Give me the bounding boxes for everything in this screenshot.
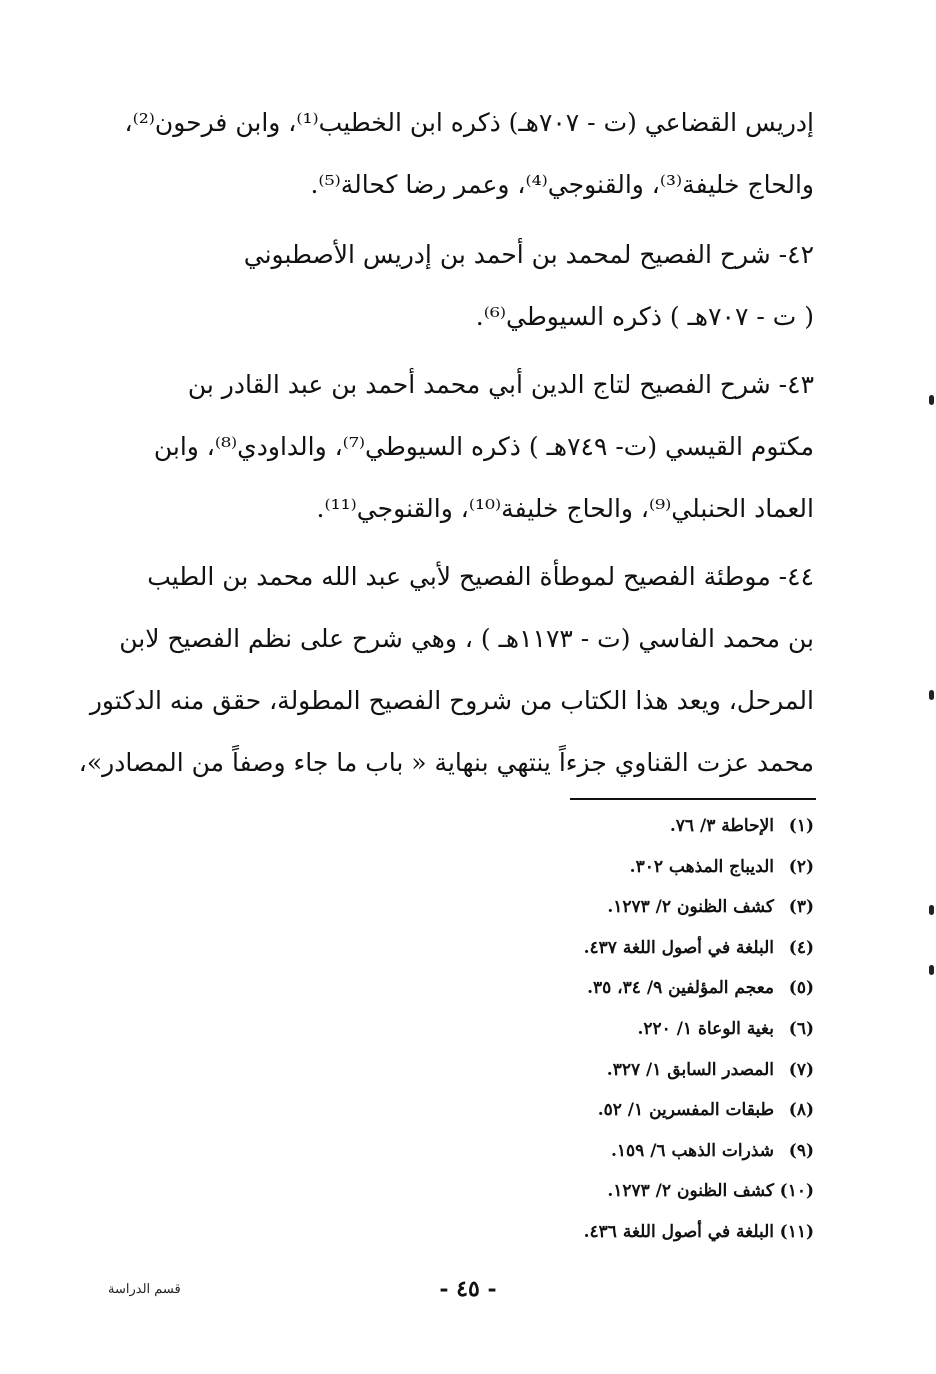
scan-edge-mark bbox=[929, 395, 934, 405]
section-label: قسم الدراسة bbox=[108, 1282, 181, 1297]
scan-edge-mark bbox=[929, 965, 934, 975]
footnote-text: معجم المؤلفين ٩/ ٣٤، ٣٥. bbox=[587, 978, 774, 999]
footnote-text: البلغة في أصول اللغة ٤٣٧. bbox=[583, 937, 774, 958]
footnote-separator bbox=[570, 798, 816, 800]
page-number: - ٤٥ - bbox=[439, 1276, 497, 1302]
footnote-number: (٥) bbox=[788, 978, 814, 999]
footnote-text: الإحاطة ٣/ ٧٦. bbox=[669, 816, 774, 836]
footnote-item bbox=[394, 1050, 814, 1091]
footnote-text: شذرات الذهب ٦/ ١٥٩. bbox=[610, 1140, 774, 1161]
footnote-item bbox=[394, 887, 814, 928]
paragraph-2 bbox=[92, 224, 814, 348]
paragraph-line: ( ت - ٧٠٧هـ ) ذكره السيوطي⁽⁶⁾. bbox=[475, 302, 814, 331]
paragraph-line: بن محمد الفاسي (ت - ١١٧٣هـ ) ، وهي شرح على نظم الفصيح لابن bbox=[119, 624, 814, 653]
footnote-item bbox=[394, 1090, 814, 1131]
footnote-number: (٩) bbox=[788, 1140, 814, 1161]
footnote-text: كشف الظنون ٢/ ١٢٧٣. bbox=[607, 897, 774, 918]
footnotes-list bbox=[394, 806, 814, 1253]
paragraph-line: العماد الحنبلي⁽⁹⁾، والحاج خليفة⁽¹⁰⁾، والقنوجي⁽¹¹⁾. bbox=[316, 494, 814, 523]
footnote-number: (٧) bbox=[788, 1059, 814, 1080]
footnote-number: (٣) bbox=[788, 897, 814, 918]
footnote-text: بغية الوعاة ١/ ٢٢٠. bbox=[637, 1018, 774, 1039]
footnote-number: (١) bbox=[788, 816, 814, 836]
paragraph-4 bbox=[78, 546, 814, 794]
footnote-item bbox=[394, 1009, 814, 1050]
scan-edge-mark bbox=[929, 690, 934, 700]
footnote-number: (١٠) bbox=[779, 1181, 814, 1202]
footnote-number: (٤) bbox=[788, 937, 814, 958]
footnote-text: الديباج المذهب ٣٠٢. bbox=[629, 856, 774, 877]
paragraph-1 bbox=[92, 92, 814, 216]
footnote-item bbox=[394, 806, 814, 847]
paragraph-line: ٤٢- شرح الفصيح لمحمد بن أحمد بن إدريس الأصطبوني bbox=[243, 240, 814, 269]
footnote-item bbox=[394, 847, 814, 888]
paragraph-line: ٤٣- شرح الفصيح لتاج الدين أبي محمد أحمد بن عبد القادر بن bbox=[187, 370, 814, 399]
paragraph-line: المرحل، ويعد هذا الكتاب من شروح الفصيح المطولة، حقق منه الدكتور bbox=[89, 686, 814, 715]
footnote-text: البلغة في أصول اللغة ٤٣٦. bbox=[583, 1221, 774, 1242]
paragraph-line: إدريس القضاعي (ت - ٧٠٧هـ) ذكره ابن الخطيب⁽¹⁾، وابن فرحون⁽²⁾، bbox=[124, 108, 814, 137]
footnote-item bbox=[394, 1212, 814, 1253]
footnote-text: المصدر السابق ١/ ٣٢٧. bbox=[606, 1059, 774, 1080]
paragraph-3 bbox=[92, 354, 814, 540]
footnote-item bbox=[394, 928, 814, 969]
footnote-number: (٦) bbox=[788, 1018, 814, 1039]
footnote-number: (٨) bbox=[788, 1100, 814, 1121]
footnote-number: (٢) bbox=[788, 856, 814, 877]
footnote-item bbox=[394, 968, 814, 1009]
paragraph-line: محمد عزت القناوي جزءاً ينتهي بنهاية « باب ما جاء وصفاً من المصادر»، bbox=[78, 748, 814, 777]
footnote-text: كشف الظنون ٢/ ١٢٧٣. bbox=[607, 1181, 774, 1202]
footnote-item bbox=[394, 1131, 814, 1172]
paragraph-line: والحاج خليفة⁽³⁾، والقنوجي⁽⁴⁾، وعمر رضا كحالة⁽⁵⁾. bbox=[310, 170, 814, 199]
paragraph-line: ٤٤- موطئة الفصيح لموطأة الفصيح لأبي عبد الله محمد بن الطيب bbox=[147, 562, 814, 591]
paragraph-line: مكتوم القيسي (ت- ٧٤٩هـ ) ذكره السيوطي⁽⁷⁾، والداودي⁽⁸⁾، وابن bbox=[153, 432, 814, 461]
footnote-number: (١١) bbox=[779, 1221, 814, 1242]
footnote-text: طبقات المفسرين ١/ ٥٢. bbox=[597, 1100, 774, 1121]
scan-edge-mark bbox=[929, 905, 934, 915]
footnote-item bbox=[394, 1171, 814, 1212]
